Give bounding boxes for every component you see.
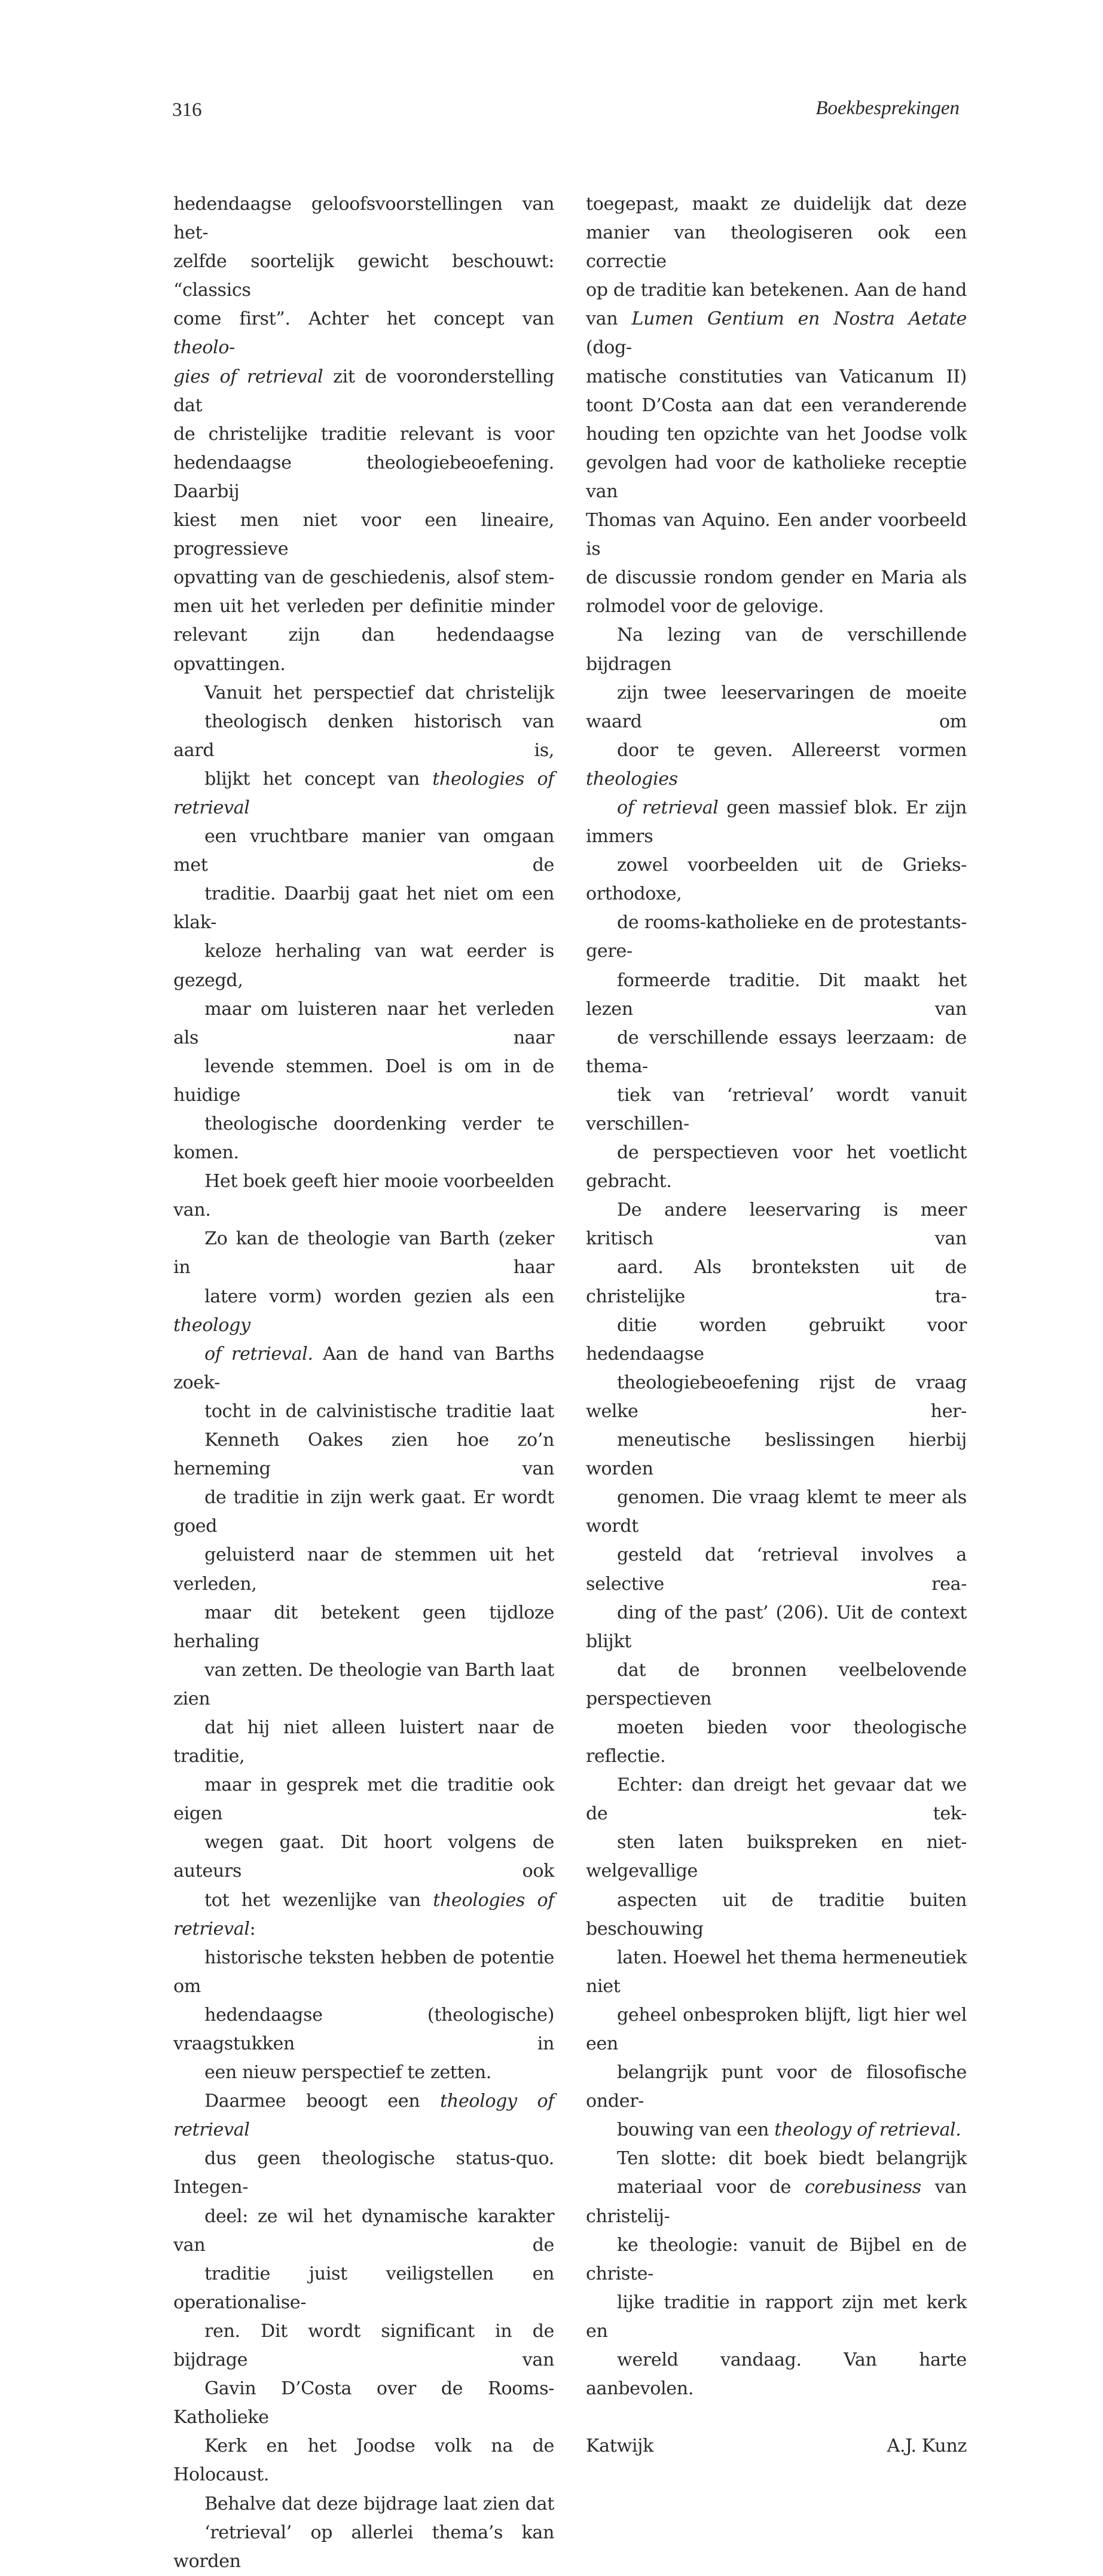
text-line: lijke traditie in rapport zijn met kerk en (586, 2292, 967, 2342)
text-line: geheel onbesproken blijft, ligt hier wel een (586, 2004, 967, 2054)
text-line: of retrieval. Aan de hand van Barths zoek- (173, 1343, 555, 1393)
text-line: wereld vandaag. Van harte aanbevolen. (586, 2349, 967, 2400)
text-line: Na lezing van de verschillende bijdragen (586, 625, 967, 675)
text-line: sten laten buikspreken en niet-welgevallige (586, 1832, 967, 1882)
text-line: houding ten opzichte van het Joodse volk (586, 423, 967, 445)
right-column (586, 190, 967, 2461)
text-line: zowel voorbeelden uit de Grieks-orthodoxe, (586, 855, 967, 905)
text-line: Ten slotte: dit boek biedt belangrijk (617, 2148, 967, 2170)
text-line: Kenneth Oakes zien hoe zo’n herneming van (173, 1430, 554, 1480)
text-line: Vanuit het perspectief dat christelijk (204, 682, 554, 703)
text-line: historische teksten hebben de potentie om (173, 1947, 554, 1997)
text-line: wegen gaat. Dit hoort volgens de auteurs ook (173, 1832, 554, 1882)
text-line: maar in gesprek met die traditie ook eigen (173, 1775, 554, 1825)
page-number: 316 (172, 99, 202, 121)
text-line: kiest men niet voor een lineaire, progressieve (173, 510, 554, 560)
text-line: maar dit betekent geen tijdloze herhaling (173, 1602, 554, 1652)
text-line: rolmodel voor de gelovige. (586, 596, 824, 617)
text-line: de traditie in zijn werk gaat. Er wordt goed (173, 1487, 554, 1537)
text-line: toont D’Costa aan dat een veranderende (586, 394, 967, 416)
signature-place: Katwijk (586, 2436, 654, 2457)
text-line: Thomas van Aquino. Een ander voorbeeld is (586, 510, 967, 560)
text-line: dat hij niet alleen luistert naar de traditie, (173, 1717, 554, 1767)
text-line: toegepast, maakt ze duidelijk dat deze (586, 194, 967, 215)
text-line: de perspectieven voor het voetlicht gebracht. (586, 1142, 967, 1192)
right-paragraph-2 (586, 621, 967, 2144)
text-line: zijn twee leeservaringen de moeite waard om (586, 682, 967, 732)
text-line: traditie juist veiligstellen en operationalise- (173, 2263, 554, 2313)
text-line: theologische doordenking verder te komen. (173, 1113, 554, 1164)
text-line: zelfde soortelijk gewicht beschouwt: “classics (173, 251, 554, 301)
running-head: Boekbesprekingen (815, 97, 960, 119)
text-line: hedendaagse theologiebeoefening. Daarbij (173, 452, 554, 502)
text-line: opvatting van de geschiedenis, alsof stem- (173, 567, 554, 589)
text-line: blijkt het concept van theologies of retrieval (173, 768, 554, 818)
text-line: tocht in de calvinistische traditie laat (204, 1400, 554, 1422)
text-line: deel: ze wil het dynamische karakter van de (173, 2205, 554, 2256)
text-line: Behalve dat deze bijdrage laat zien dat (204, 2493, 554, 2514)
left-paragraph-3 (173, 2087, 554, 2576)
text-line: gies of retrieval zit de vooronderstelling dat (173, 366, 554, 416)
text-line: relevant zijn dan hedendaagse opvattingen. (173, 625, 554, 675)
text-line: ditie worden gebruikt voor hedendaagse (586, 1314, 967, 1365)
text-line: of retrieval geen massief blok. Er zijn immers (586, 797, 967, 848)
text-line: latere vorm) worden gezien als een theology (173, 1286, 554, 1336)
text-line: dat de bronnen veelbelovende perspectieven (586, 1659, 967, 1709)
text-line: materiaal voor de corebusiness van christelij- (586, 2177, 967, 2227)
text-line: come first”. Achter het concept van theolo- (173, 308, 554, 359)
text-line: laten. Hoewel het thema hermeneutiek niet (586, 1947, 967, 1997)
right-paragraph-3 (586, 2144, 967, 2403)
text-line: matische constituties van Vaticanum II) (586, 366, 967, 387)
text-line: men uit het verleden per definitie minder (173, 596, 554, 617)
text-line: Het boek geeft hier mooie voorbeelden van. (173, 1171, 554, 1221)
text-line: van Lumen Gentium en Nostra Aetate (dog- (586, 308, 967, 359)
text-line: traditie. Daarbij gaat het niet om een klak- (173, 883, 554, 934)
left-paragraph-2 (173, 679, 554, 2088)
text-line: ke theologie: vanuit de Bijbel en de christe- (586, 2234, 967, 2284)
text-line: tiek van ‘retrieval’ wordt vanuit verschillen- (586, 1084, 967, 1134)
text-line: levende stemmen. Doel is om in de huidige (173, 1056, 554, 1106)
text-line: formeerde traditie. Dit maakt het lezen van (586, 969, 967, 1020)
text-line: theologisch denken historisch van aard is, (173, 711, 554, 761)
text-line: belangrijk punt voor de filosofische onder- (586, 2062, 967, 2112)
text-line: keloze herhaling van wat eerder is gezegd, (173, 941, 554, 991)
text-line: ding of the past’ (206). Uit de context blijkt (586, 1602, 967, 1652)
text-line: Zo kan de theologie van Barth (zeker in haar (173, 1228, 554, 1278)
text-line: Echter: dan dreigt het gevaar dat we de tek- (586, 1775, 967, 1825)
text-line: ‘retrieval’ op allerlei thema’s kan worden (173, 2522, 554, 2572)
text-line: de christelijke traditie relevant is voor (173, 423, 554, 445)
text-line: genomen. Die vraag klemt te meer als wordt (586, 1487, 967, 1537)
text-line: dus geen theologische status-quo. Integen- (173, 2148, 554, 2198)
text-line: geluisterd naar de stemmen uit het verleden, (173, 1544, 554, 1595)
text-line: theologiebeoefening rijst de vraag welke her- (586, 1372, 967, 1422)
left-paragraph-1 (173, 190, 554, 679)
text-line: de rooms-katholieke en de protestants-gere- (586, 912, 967, 962)
text-line: Kerk en het Joodse volk na de Holocaust. (173, 2436, 554, 2486)
text-line: Daarmee beoogt een theology of retrieval (173, 2091, 554, 2141)
right-paragraph-1 (586, 190, 967, 621)
review-signature (586, 2432, 967, 2461)
text-line: ren. Dit wordt significant in de bijdrage van (173, 2320, 554, 2371)
text-line: moeten bieden voor theologische reflectie. (586, 1717, 967, 1767)
text-line: de verschillende essays leerzaam: de thema- (586, 1027, 967, 1077)
text-line: op de traditie kan betekenen. Aan de hand (586, 280, 967, 301)
signature-author: A.J. Kunz (887, 2436, 967, 2457)
text-line: een nieuw perspectief te zetten. (204, 2062, 491, 2084)
text-line: De andere leeservaring is meer kritisch van (586, 1200, 967, 1250)
text-line: hedendaagse geloofsvoorstellingen van het- (173, 194, 554, 244)
text-line: gevolgen had voor de katholieke receptie van (586, 452, 967, 502)
text-line: Gavin D’Costa over de Rooms-Katholieke (173, 2378, 554, 2428)
text-line: maar om luisteren naar het verleden als naar (173, 998, 554, 1048)
text-line: meneutische beslissingen hierbij worden (586, 1430, 967, 1480)
text-line: de discussie rondom gender en Maria als (586, 567, 967, 589)
text-line: door te geven. Allereerst vormen theologies (586, 739, 967, 790)
left-column (173, 190, 554, 2576)
text-line: aspecten uit de traditie buiten beschouwing (586, 1889, 967, 1939)
text-line: hedendaagse (theologische) vraagstukken in (173, 2004, 554, 2054)
text-line: tot het wezenlijke van theologies of retrieval: (173, 1889, 554, 1939)
text-line: een vruchtbare manier van omgaan met de (173, 826, 554, 876)
text-line: bouwing van een theology of retrieval. (617, 2119, 961, 2141)
text-line: manier van theologiseren ook een correctie (586, 222, 967, 273)
text-line: aard. Als bronteksten uit de christelijke tra- (586, 1257, 967, 1307)
text-line: gesteld dat ‘retrieval involves a selective rea- (586, 1544, 967, 1595)
text-line: van zetten. De theologie van Barth laat zien (173, 1659, 554, 1709)
